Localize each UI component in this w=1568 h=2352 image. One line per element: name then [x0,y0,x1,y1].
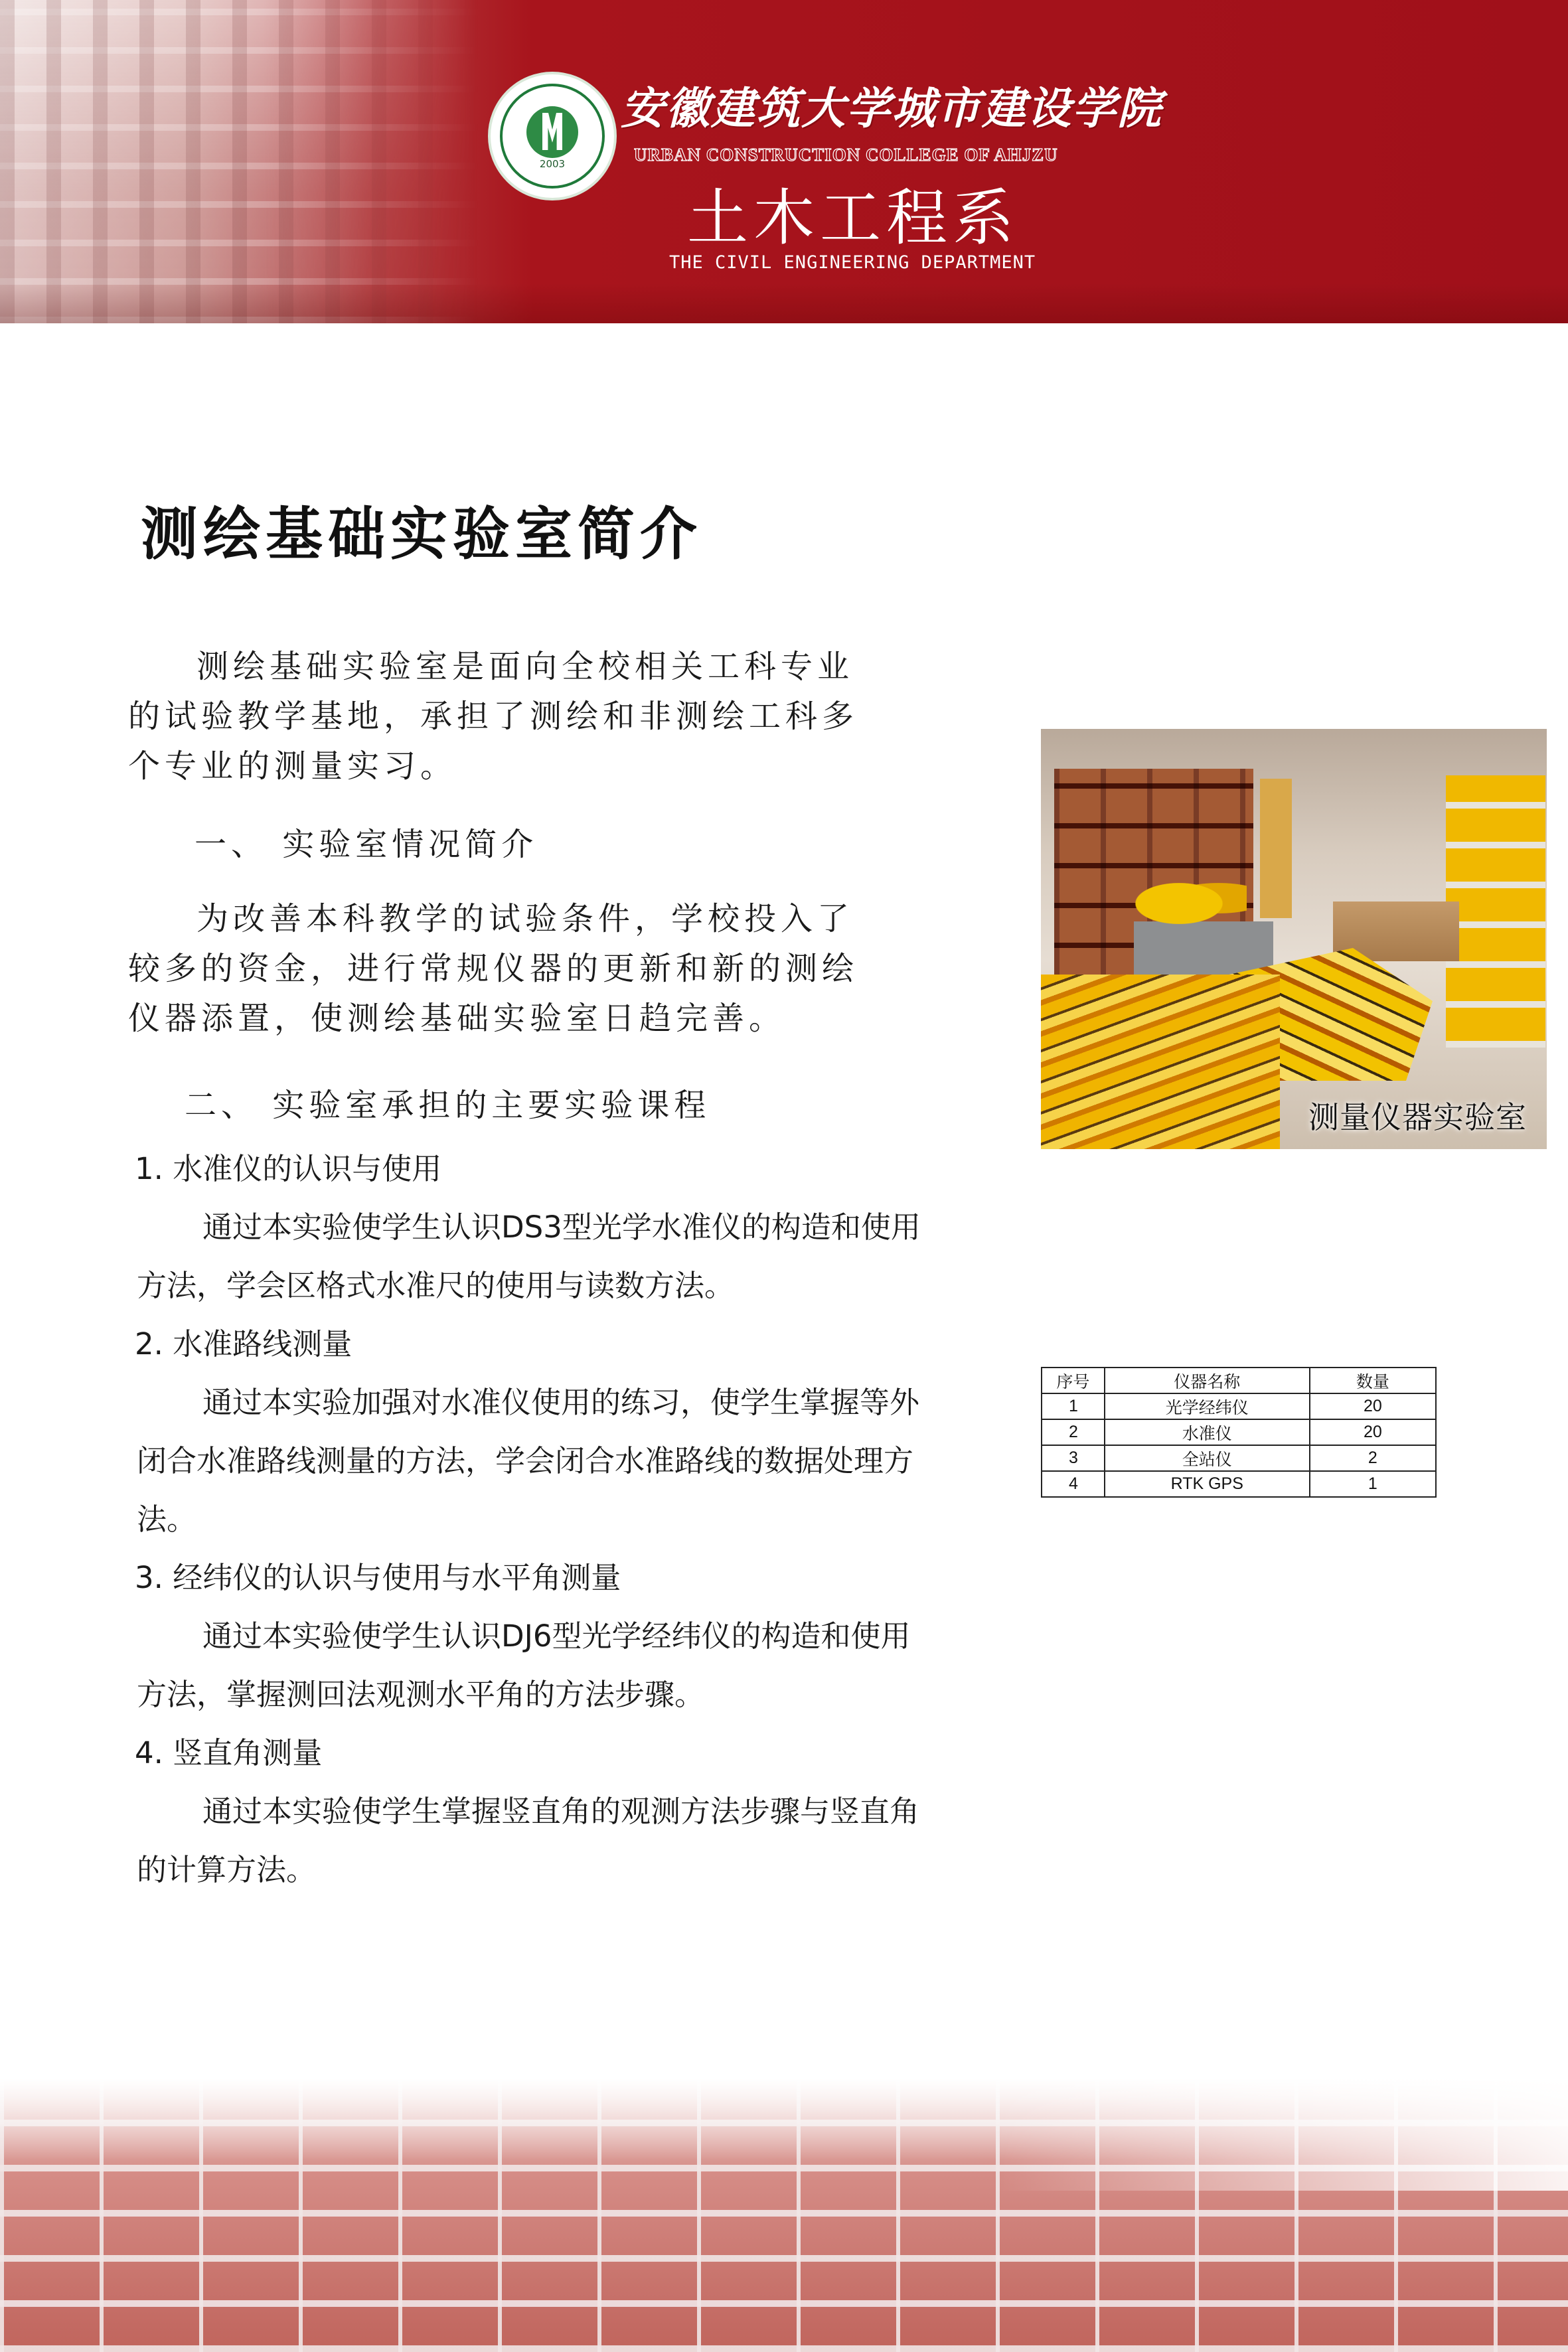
course-line: 方法，掌握测回法观测水平角的方法步骤。 [137,1677,705,1712]
course-line: 通过本实验使学生认识DS3型光学水准仪的构造和使用 [202,1210,921,1245]
table-row [1042,1445,1436,1471]
cell-name: RTK GPS [1105,1471,1310,1497]
course-line: 通过本实验加强对水准仪使用的练习，使学生掌握等外 [202,1385,920,1420]
banner-shadow [0,283,1568,323]
photo-cabinet-right [1446,775,1545,1048]
cell-number: 3 [1042,1445,1105,1471]
logo-emblem [526,106,578,158]
course-line: 通过本实验使学生认识DJ6型光学经纬仪的构造和使用 [202,1618,911,1654]
logo-ring [500,84,605,189]
section-heading: 一、 实验室情况简介 [195,826,538,863]
cell-quantity: 20 [1310,1419,1436,1445]
table-row [1042,1419,1436,1445]
section-line: 仪器添置，使测绘基础实验室日趋完善。 [128,1000,786,1037]
header-cell-number: 序号 [1042,1368,1105,1393]
section-line: 为改善本科教学的试验条件，学校投入了 [196,900,854,937]
cell-quantity: 20 [1310,1393,1436,1419]
logo-m-mark [542,113,562,150]
intro-line: 测绘基础实验室是面向全校相关工科专业 [196,648,854,685]
cell-number: 1 [1042,1393,1105,1419]
school-logo-icon [488,72,617,200]
department-name-cn: 土木工程系 [687,183,1020,254]
table-row [1042,1393,1436,1419]
course-line: 方法，学会区格式水准尺的使用与读数方法。 [137,1268,735,1303]
header-banner [0,0,1568,323]
photo-door [1260,779,1292,918]
table-row [1042,1471,1436,1497]
course-title: 1. 水准仪的认识与使用 [135,1151,442,1186]
course-title: 4. 竖直角测量 [135,1735,323,1770]
logo-year: 2003 [539,158,566,170]
table-header-row [1042,1368,1436,1393]
intro-line: 的试验教学基地，承担了测绘和非测绘工科多 [128,698,859,735]
footer-fade [996,2058,1568,2191]
course-line: 闭合水准路线测量的方法，学会闭合水准路线的数据处理方 [137,1443,914,1478]
cell-quantity: 1 [1310,1471,1436,1497]
school-name-cn: 安徽建筑大学城市建设学院 [621,82,1162,134]
cell-name: 光学经纬仪 [1105,1393,1310,1419]
cell-quantity: 2 [1310,1445,1436,1471]
section-line: 较多的资金，进行常规仪器的更新和新的测绘 [128,950,859,987]
cell-number: 4 [1042,1471,1105,1497]
building-photo [0,0,478,323]
header-cell-name: 仪器名称 [1105,1368,1310,1393]
intro-line: 个专业的测量实习。 [128,747,457,785]
course-line: 法。 [137,1502,197,1537]
course-line: 的计算方法。 [137,1852,317,1887]
cell-name: 全站仪 [1105,1445,1310,1471]
instrument-table [1041,1367,1437,1498]
school-name-en: URBAN CONSTRUCTION COLLEGE OF AHJZU [634,145,1058,165]
cell-name: 水准仪 [1105,1419,1310,1445]
photo-staffs [1041,975,1280,1149]
section-heading: 二、 实验室承担的主要实验课程 [185,1087,711,1124]
course-title: 2. 水准路线测量 [135,1326,353,1362]
header-cell-quantity: 数量 [1310,1368,1436,1393]
lab-photo [1041,729,1547,1149]
course-line: 通过本实验使学生掌握竖直角的观测方法步骤与竖直角 [202,1794,920,1829]
cell-number: 2 [1042,1419,1105,1445]
department-name-en: THE CIVIL ENGINEERING DEPARTMENT [669,252,1036,273]
photo-caption: 测量仪器实验室 [1308,1099,1527,1135]
course-title: 3. 经纬仪的认识与使用与水平角测量 [135,1560,621,1595]
photo-bags [1134,872,1247,925]
page-title: 测绘基础实验室简介 [141,501,702,568]
